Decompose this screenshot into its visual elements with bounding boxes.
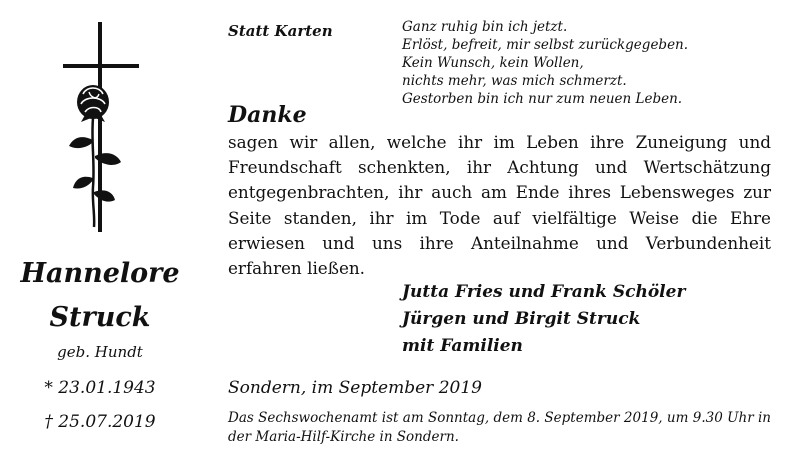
deceased-first-name: Hannelore	[20, 258, 180, 289]
birth-date: * 23.01.1943	[44, 378, 156, 398]
deceased-last-name: Struck	[49, 302, 151, 333]
cross-icon	[55, 22, 147, 232]
thanks-heading: Danke	[228, 102, 307, 128]
rose-icon	[69, 85, 121, 227]
place-date: Sondern, im September 2019	[228, 378, 482, 398]
cross-with-rose	[55, 22, 147, 232]
family-line: Jutta Fries und Frank Schöler	[402, 282, 686, 302]
thanks-text: sagen wir allen, welche ihr im Leben ihre Zuneigung und Freundschaft schenkten, ihr Achtung und Wertschätzung entgegenbrachten, ihr auch am Ende ihres Lebensweges zur Seite standen, ihr im Tode auf vielfältige Weise die Ehre erwiesen und uns ihre Anteilnahme und Verbundenheit erfahren ließen.	[228, 132, 771, 279]
statt-karten-label: Statt Karten	[228, 22, 333, 40]
poem-line: Ganz ruhig bin ich jetzt.	[402, 19, 568, 35]
poem-line: Erlöst, befreit, mir selbst zurückgegeben.	[402, 37, 689, 53]
family-line: Jürgen und Birgit Struck	[402, 309, 641, 329]
deceased-maiden-name: geb. Hundt	[57, 343, 143, 361]
poem-line: Gestorben bin ich nur zum neuen Leben.	[402, 91, 683, 107]
service-note: Das Sechswochenamt ist am Sonntag, dem 8. September 2019, um 9.30 Uhr in der Maria-Hilf-Kirche in Sondern.	[228, 410, 771, 445]
poem-line: Kein Wunsch, kein Wollen,	[402, 55, 584, 71]
family-line: mit Familien	[402, 336, 523, 356]
poem	[402, 18, 688, 108]
family-signatures	[402, 279, 685, 360]
poem-line: nichts mehr, was mich schmerzt.	[402, 73, 627, 89]
death-date: † 25.07.2019	[44, 412, 156, 432]
